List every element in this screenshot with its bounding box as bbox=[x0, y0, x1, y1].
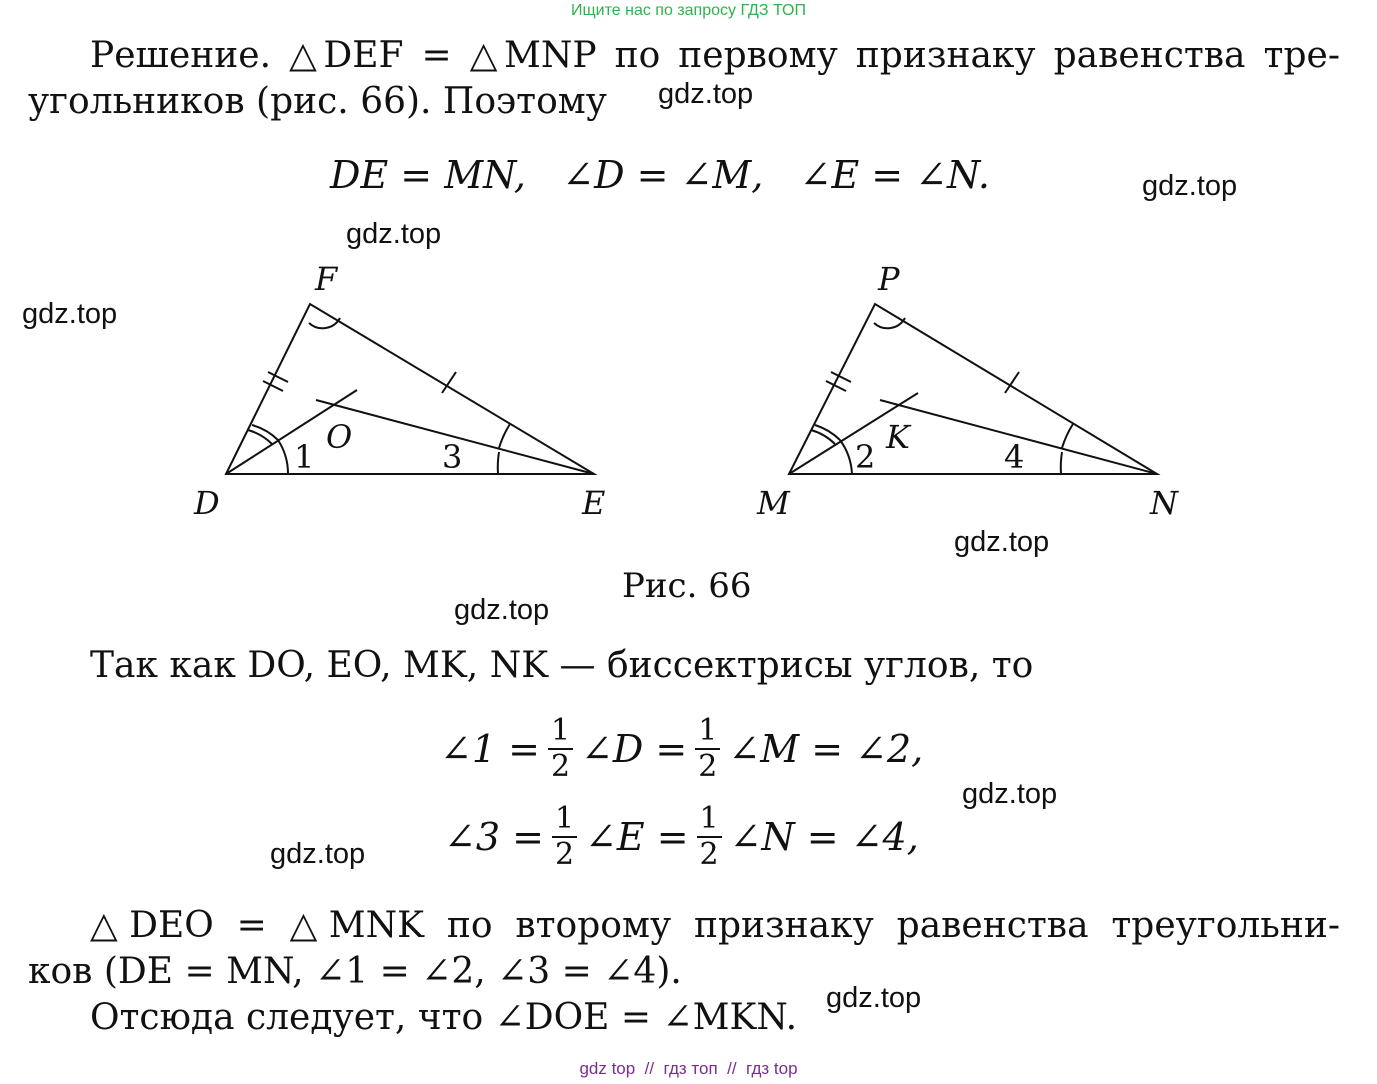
watermark: gdz.top bbox=[22, 298, 118, 330]
eq-row1-a: ∠1 = bbox=[440, 727, 540, 771]
angle-arc-d bbox=[278, 440, 288, 474]
equation-equalities: DE = MN, ∠D = ∠M, ∠E = ∠N. bbox=[330, 153, 990, 197]
angle-arc-e2 bbox=[499, 424, 510, 448]
fraction bbox=[552, 802, 577, 872]
numerator: 1 bbox=[548, 714, 573, 750]
eq-row1-b: ∠D = bbox=[581, 727, 688, 771]
watermark: gdz.top bbox=[826, 982, 922, 1014]
fraction bbox=[548, 714, 573, 784]
angle-arc-n2 bbox=[1062, 424, 1073, 448]
label-n: N bbox=[1150, 484, 1178, 522]
bisector-statement: Так как DO, EO, MK, NK — биссектрисы углов, то bbox=[90, 645, 1034, 686]
solution-line-1: Решение. △DEF = △MNP по первому признаку равенства тре- bbox=[90, 35, 1340, 76]
fraction bbox=[697, 802, 722, 872]
label-k: K bbox=[886, 418, 910, 456]
figure-caption: Рис. 66 bbox=[622, 566, 752, 606]
angle-arc-m bbox=[840, 440, 852, 474]
numerator: 1 bbox=[697, 802, 722, 838]
eq-row2-c: ∠N = ∠4, bbox=[729, 815, 919, 859]
tick-df-2 bbox=[268, 372, 288, 382]
angle-arc-n bbox=[1061, 452, 1062, 474]
tick-df-1 bbox=[263, 381, 283, 391]
label-e: E bbox=[582, 484, 606, 522]
watermark: gdz.top bbox=[658, 78, 754, 110]
eq-row2-b: ∠E = bbox=[585, 815, 689, 859]
label-p: P bbox=[878, 260, 900, 298]
equation-row-2 bbox=[444, 802, 919, 872]
congruence-line-2: ков (DE = MN, ∠1 = ∠2, ∠3 = ∠4). bbox=[28, 951, 682, 992]
conclusion-line: Отсюда следует, что ∠DOE = ∠MKN. bbox=[90, 997, 798, 1038]
watermark: gdz.top bbox=[346, 218, 442, 250]
label-angle-3: 3 bbox=[442, 438, 463, 476]
watermark: gdz.top bbox=[454, 594, 550, 626]
denominator: 2 bbox=[698, 749, 718, 784]
fraction bbox=[695, 714, 720, 784]
eq-row1-c: ∠M = ∠2, bbox=[728, 727, 924, 771]
label-angle-2: 2 bbox=[855, 438, 876, 476]
denominator: 2 bbox=[550, 749, 571, 784]
denominator: 2 bbox=[554, 837, 575, 872]
watermark: gdz.top bbox=[270, 838, 366, 870]
figure-triangles bbox=[0, 250, 1377, 610]
label-o: O bbox=[326, 418, 353, 456]
solution-line-2: угольников (рис. 66). Поэтому bbox=[28, 81, 607, 122]
watermark: gdz.top bbox=[954, 526, 1050, 558]
label-angle-4: 4 bbox=[1004, 438, 1025, 476]
watermark: gdz.top bbox=[962, 778, 1058, 810]
label-d: D bbox=[194, 484, 220, 522]
footer-links[interactable]: gdz top // гдз топ // гдз top bbox=[579, 1059, 798, 1078]
denominator: 2 bbox=[699, 837, 719, 872]
numerator: 1 bbox=[695, 714, 720, 750]
congruence-line-1: △DEO = △MNK по второму признаку равенства треугольни- bbox=[90, 905, 1340, 946]
numerator: 1 bbox=[552, 802, 577, 838]
eq-row2-a: ∠3 = bbox=[444, 815, 544, 859]
label-angle-1: 1 bbox=[294, 438, 315, 476]
top-banner[interactable]: Ищите нас по запросу ГДЗ ТОП bbox=[571, 2, 806, 19]
label-m: M bbox=[757, 484, 790, 522]
watermark: gdz.top bbox=[1142, 170, 1238, 202]
tick-mp-2 bbox=[831, 372, 851, 382]
label-f: F bbox=[315, 260, 338, 298]
equation-row-1 bbox=[440, 714, 923, 784]
angle-arc-e bbox=[498, 452, 499, 474]
